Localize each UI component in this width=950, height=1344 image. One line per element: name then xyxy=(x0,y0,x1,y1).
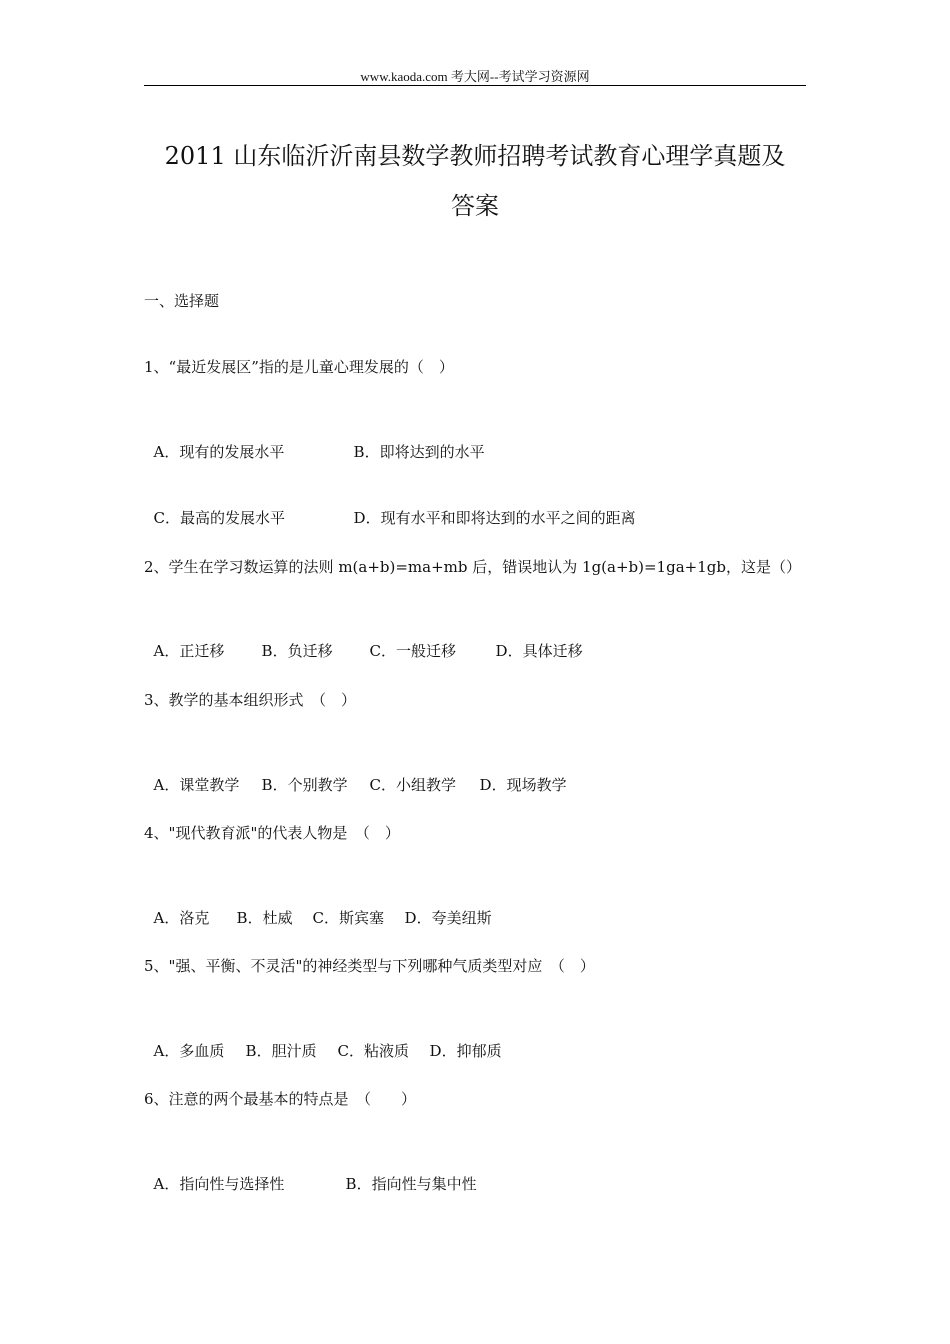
question-2-stem: 2、学生在学习数运算的法则 m(a+b)=ma+mb 后，错误地认为 1g(a+b)=1ga+1gb，这是（） xyxy=(144,558,801,576)
question-5-options xyxy=(144,1022,502,1061)
question-1-options-row-1 xyxy=(144,423,485,462)
question-5-option-a: A．多血质 xyxy=(153,1042,225,1060)
question-1-option-b: B．即将达到的水平 xyxy=(353,443,485,461)
question-3-option-d: D．现场教学 xyxy=(479,776,567,794)
question-6-stem: 6、注意的两个最基本的特点是 （ ） xyxy=(144,1090,417,1108)
header-divider xyxy=(144,85,806,86)
section-heading: 一、选择题 xyxy=(144,292,220,310)
question-2-option-c: C．一般迁移 xyxy=(369,642,457,660)
question-4-option-b: B．杜威 xyxy=(236,909,293,927)
question-1-stem: 1、“最近发展区”指的是儿童心理发展的（ ） xyxy=(144,358,454,376)
question-3-option-a: A．课堂教学 xyxy=(153,776,240,794)
question-4-options xyxy=(144,889,492,928)
question-2-options xyxy=(144,622,583,661)
question-6-options xyxy=(144,1155,477,1194)
question-5-stem: 5、"强、平衡、不灵活"的神经类型与下列哪种气质类型对应 （ ） xyxy=(144,957,595,975)
question-4-option-c: C．斯宾塞 xyxy=(312,909,385,927)
question-1-option-a: A．现有的发展水平 xyxy=(153,443,285,461)
question-1-option-c: C．最高的发展水平 xyxy=(153,509,286,527)
question-2-option-a: A．正迁移 xyxy=(153,642,225,660)
question-1-options-row-2 xyxy=(144,489,636,528)
question-3-options xyxy=(144,756,567,795)
question-6-option-b: B．指向性与集中性 xyxy=(345,1175,477,1193)
question-2-option-d: D．具体迁移 xyxy=(495,642,583,660)
question-6-option-a: A．指向性与选择性 xyxy=(153,1175,285,1193)
question-5-option-d: D．抑郁质 xyxy=(429,1042,502,1060)
question-1-option-d: D．现有水平和即将达到的水平之间的距离 xyxy=(353,509,636,527)
question-3-option-b: B．个别教学 xyxy=(261,776,348,794)
question-5-option-b: B．胆汁质 xyxy=(245,1042,317,1060)
question-5-option-c: C．粘液质 xyxy=(337,1042,410,1060)
question-4-option-d: D．夸美纽斯 xyxy=(404,909,492,927)
page-header: www.kaoda.com 考大网--考试学习资源网 xyxy=(360,69,590,84)
question-2-option-b: B．负迁移 xyxy=(261,642,333,660)
document-title-line-2: 答案 xyxy=(451,192,499,220)
question-4-stem: 4、"现代教育派"的代表人物是 （ ） xyxy=(144,824,400,842)
question-4-option-a: A．洛克 xyxy=(153,909,210,927)
question-3-option-c: C．小组教学 xyxy=(369,776,457,794)
document-title-line-1: 2011 山东临沂沂南县数学教师招聘考试教育心理学真题及 xyxy=(164,142,786,170)
question-3-stem: 3、教学的基本组织形式 （ ） xyxy=(144,691,357,709)
